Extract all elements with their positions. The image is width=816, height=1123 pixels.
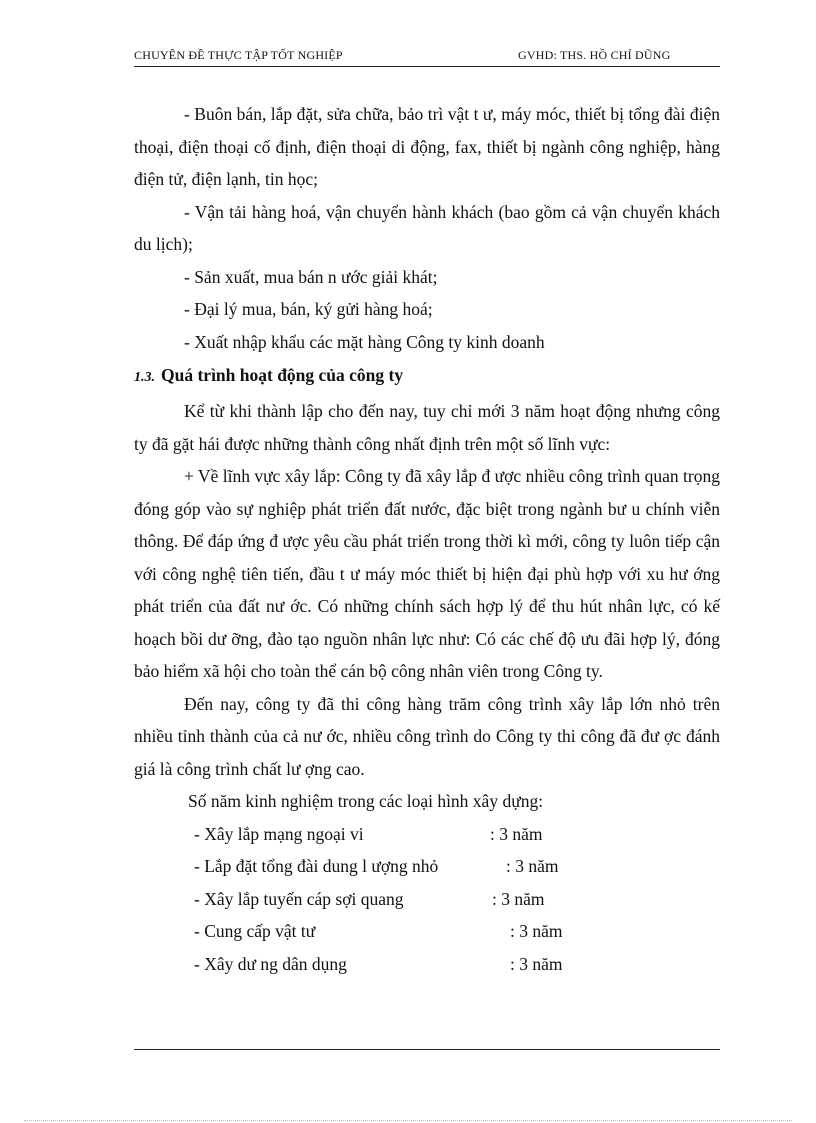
footer-divider — [134, 1049, 720, 1050]
page-header — [134, 48, 720, 67]
section-heading — [134, 358, 720, 395]
experience-value: : 3 năm — [492, 888, 545, 909]
experience-label: - Xây lắp tuyến cáp sợi quang — [194, 888, 404, 909]
experience-label: - Lắp đặt tổng đài dung l ượng nhỏ — [194, 856, 439, 876]
experience-label: - Cung cấp vật tư — [194, 921, 316, 941]
experience-item — [134, 850, 720, 883]
experience-item — [134, 915, 720, 948]
experience-value: : 3 năm — [510, 921, 563, 941]
section-title: Quá trình hoạt động của công ty — [161, 365, 404, 385]
header-title: CHUYÊN ĐỀ THỰC TẬP TỐT NGHIỆP — [134, 48, 343, 62]
experience-intro: Số năm kinh nghiệm trong các loại hình xây dựng: — [188, 791, 544, 811]
body-paragraph: + Về lĩnh vực xây lắp: Công ty đã xây lắp đ ược nhiều công trình quan trọng đóng góp vào sự nghiệp phát triển đất nước, đặc biệt trong ngành bư u chính viễn thông. Để đáp ứng đ ược yêu cầu phát triển trong thời kì mới, công ty luôn tiếp cận với công nghệ tiên tiến, đầu t ư máy móc thiết bị hiện đại phù hợp với xu hư ớng phát triển của đất nư ớc. Có những chính sách hợp lý để thu hút nhân lực, có kế hoạch bồi dư ỡng, đào tạo nguồn nhân lực như: Có các chế độ ưu đãi hợp lý, đóng bảo hiểm xã hội cho toàn thể cán bộ công nhân viên trong Công ty. — [134, 466, 720, 681]
business-line-paragraph: - Đại lý mua, bán, ký gửi hàng hoá; — [184, 299, 433, 319]
business-line-paragraph: - Xuất nhập khẩu các mặt hàng Công ty kinh doanh — [184, 331, 545, 352]
body-paragraph: Kể từ khi thành lập cho đến nay, tuy chỉ mới 3 năm hoạt động nhưng công ty đã gặt hái được những thành công nhất định trên một số lĩnh vực: — [134, 401, 720, 454]
page-boundary — [24, 1120, 792, 1121]
experience-label: - Xây lắp mạng ngoại vi — [194, 823, 364, 844]
business-line-paragraph: - Sản xuất, mua bán n ước giải khát; — [184, 266, 438, 287]
business-line-paragraph: - Vận tải hàng hoá, vận chuyển hành khách (bao gồm cả vận chuyển khách du lịch); — [134, 201, 720, 254]
section-number: 1.3. — [134, 370, 155, 385]
header-advisor: GVHD: THS. HỒ CHÍ DŨNG — [518, 48, 671, 62]
document-body — [134, 98, 720, 980]
experience-value: : 3 năm — [490, 823, 543, 844]
experience-value: : 3 năm — [510, 953, 563, 974]
experience-label: - Xây dư ng dân dụng — [194, 953, 347, 974]
experience-item — [134, 883, 720, 916]
business-line-paragraph: - Buôn bán, lắp đặt, sửa chữa, bảo trì vật t ư, máy móc, thiết bị tổng đài điện thoại, điện thoại cố định, điện thoại di động, fax, thiết bị ngành công nghiệp, hàng điện tử, điện lạnh, tin học; — [134, 104, 720, 189]
body-paragraph: Đến nay, công ty đã thi công hàng trăm công trình xây lắp lớn nhỏ trên nhiều tỉnh thành của cả nư ớc, nhiều công trình do Công ty thi công đã đư ợc đánh giá là công trình chất lư ợng cao. — [134, 693, 720, 779]
experience-value: : 3 năm — [506, 856, 559, 876]
experience-item — [134, 948, 720, 981]
experience-item — [134, 818, 720, 851]
